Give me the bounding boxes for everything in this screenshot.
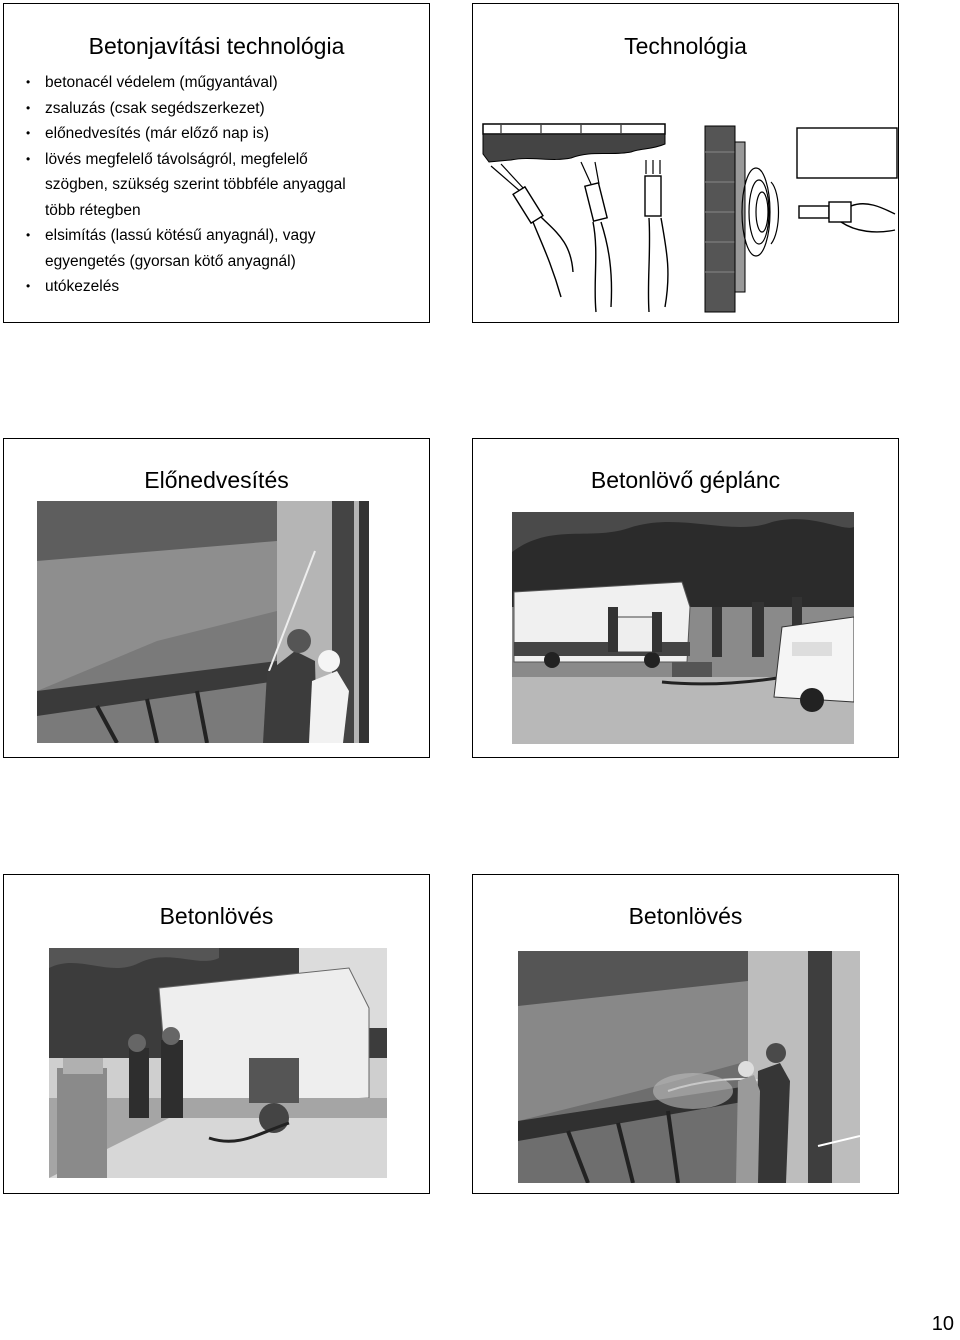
shotcreting-photo-2 — [518, 951, 860, 1183]
bullet-item: • zsaluzás (csak segédszerkezet) — [26, 96, 390, 122]
bullet-item: • utókezelés — [26, 274, 390, 300]
bullet-item: • előnedvesítés (már előző nap is) — [26, 121, 390, 147]
slide-title: Előnedvesítés — [144, 467, 289, 493]
technique-drawing — [481, 122, 899, 314]
slide-title: Betonlövő géplánc — [590, 467, 781, 493]
slide-betonloves-1 — [3, 874, 430, 1194]
slide-elonedvesites — [3, 438, 430, 758]
slide-betonloves-2 — [472, 874, 899, 1194]
bullet-item: • lövés megfelelő távolságról, megfelelő szögben, szükség szerint többféle anyaggal több rétegben — [26, 147, 355, 224]
slide-title: Betonlövés — [159, 903, 274, 929]
slide-betonjavitasi-technologia — [3, 3, 430, 323]
bullet-item: • betonacél védelem (műgyantával) — [26, 70, 390, 96]
shotcrete-machine-chain-photo — [512, 512, 854, 744]
page-number: 10 — [931, 1313, 954, 1335]
slide-technologia — [472, 3, 899, 323]
slide-title: Betonjavítási technológia — [88, 33, 345, 59]
bullet-list — [26, 70, 390, 300]
slide-title: Betonlövés — [628, 903, 743, 929]
slide-title: Technológia — [624, 33, 747, 59]
bullet-item: • elsimítás (lassú kötésű anyagnál), vagy egyengetés (gyorsan kötő anyagnál) — [26, 223, 390, 274]
pre-wetting-photo — [37, 501, 369, 743]
slide-betonlovo-geplanc — [472, 438, 899, 758]
shotcreting-photo-1 — [49, 948, 387, 1178]
